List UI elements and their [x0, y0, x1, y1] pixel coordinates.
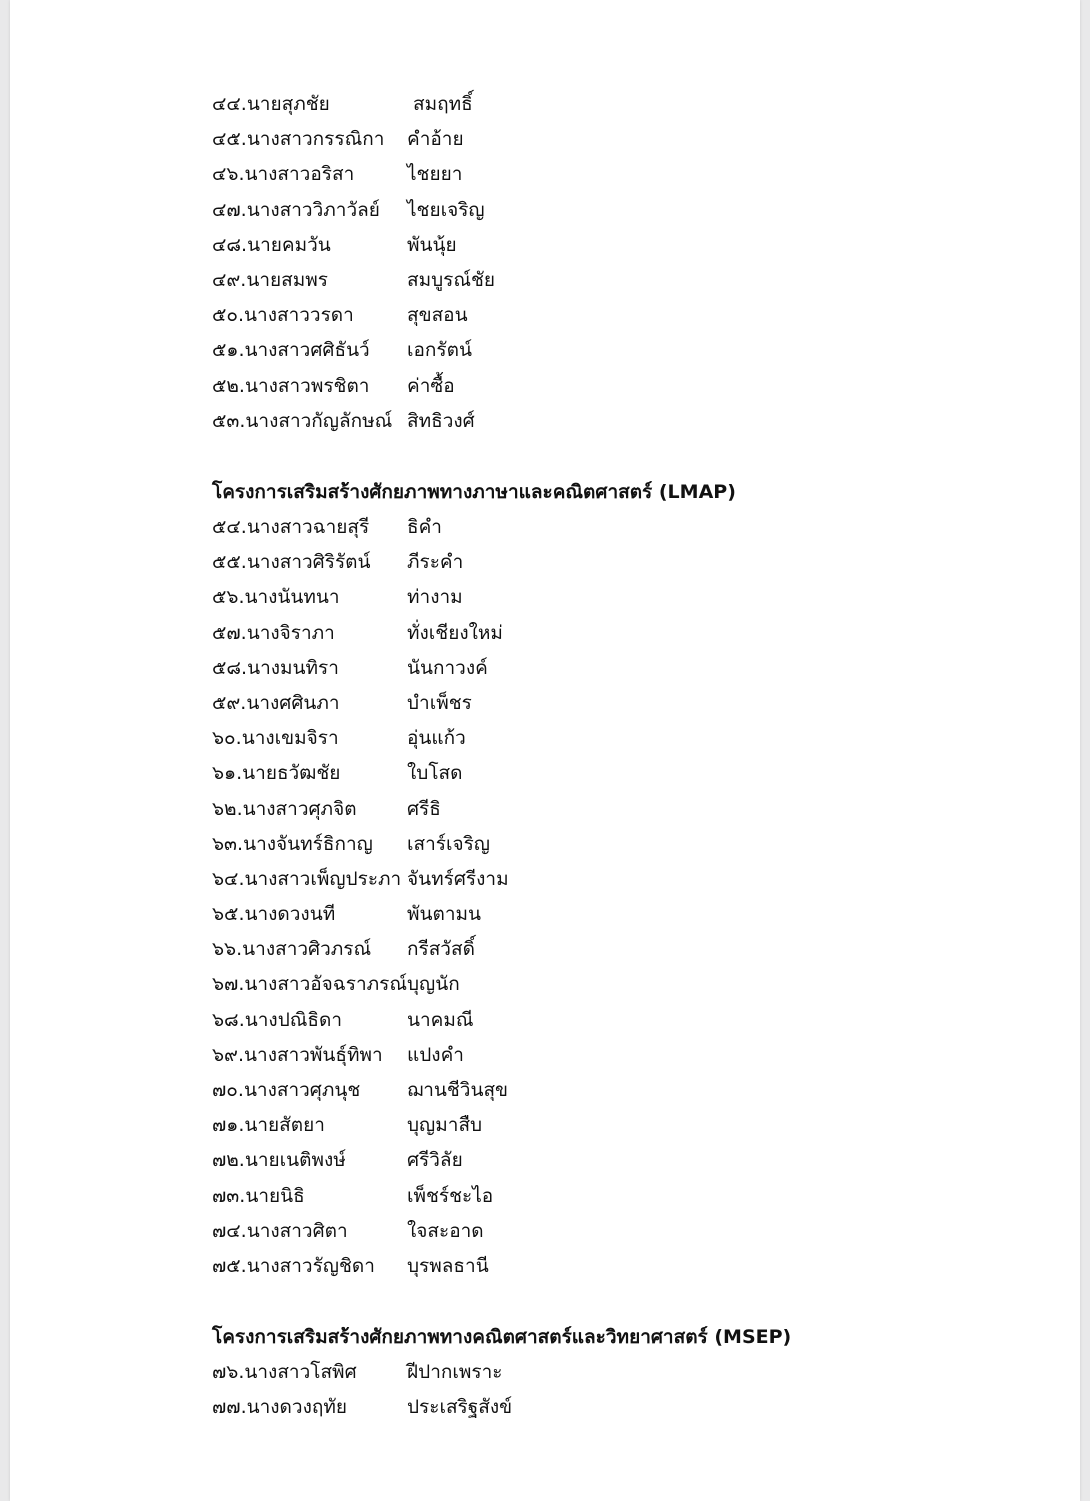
- first-name: นายสัตยา: [244, 1114, 325, 1137]
- list-item: [212, 1390, 912, 1425]
- first-name: นางนันทนา: [244, 586, 340, 609]
- last-name: ฌานชีวินสุข: [407, 1079, 509, 1101]
- item-number: ๕๑.: [212, 339, 245, 362]
- last-name: ภีระคำ: [407, 551, 464, 574]
- list-item: [212, 792, 912, 827]
- name-list-continued: [212, 87, 912, 439]
- section-heading: โครงการเสริมสร้างศักยภาพทางคณิตศาสตร์และวิทยาศาสตร์ (MSEP): [212, 1326, 792, 1348]
- list-item: [212, 122, 912, 157]
- list-item: [212, 827, 912, 862]
- msep-section: [212, 1320, 912, 1425]
- first-name: นางสาวศุภจิต: [242, 797, 357, 820]
- item-number: ๗๖.: [212, 1361, 245, 1383]
- first-name: นางสาวอัจฉราภรณ์: [244, 973, 407, 996]
- list-item: [212, 1003, 912, 1038]
- item-number: ๕๒.: [212, 374, 245, 397]
- last-name: บุญมาสืบ: [407, 1114, 483, 1137]
- last-name: ประเสริฐสังข์: [407, 1396, 513, 1419]
- item-number: ๖๙.: [212, 1043, 245, 1066]
- list-item: [212, 87, 912, 122]
- list-item: [212, 1108, 912, 1143]
- last-name: ศรีธิ: [407, 797, 441, 820]
- first-name: นายคมวัน: [247, 233, 331, 256]
- first-name: นางสาวกัญลักษณ์: [245, 409, 393, 432]
- last-name: สุขสอน: [407, 304, 468, 327]
- item-number: ๗๑.: [212, 1114, 245, 1137]
- list-item: [212, 862, 912, 897]
- last-name: ท่างาม: [407, 586, 463, 609]
- list-item: [212, 263, 912, 298]
- item-number: ๖๑.: [212, 762, 243, 785]
- item-number: ๕๓.: [212, 409, 246, 432]
- item-number: ๔๙.: [212, 268, 247, 291]
- first-name: นางดวงฤทัย: [246, 1396, 348, 1419]
- first-name: นางสาวศิริรัตน์: [246, 551, 371, 574]
- item-number: ๖๖.: [212, 938, 243, 961]
- list-item: [212, 193, 912, 228]
- last-name: ไชยยา: [407, 163, 463, 186]
- item-number: ๖๗.: [212, 973, 245, 996]
- item-number: ๕๔.: [212, 516, 247, 538]
- first-name: นายสุภชัย: [246, 93, 330, 115]
- last-name: นันกาวงค์: [407, 656, 488, 679]
- item-number: ๗๓.: [212, 1184, 246, 1207]
- first-name: นายนิธิ: [245, 1184, 305, 1207]
- list-item: [212, 404, 912, 439]
- item-number: ๗๕.: [212, 1254, 247, 1277]
- list-item: [212, 228, 912, 263]
- list-item: [212, 157, 912, 192]
- list-item: [212, 333, 912, 368]
- list-item: [212, 1038, 912, 1073]
- last-name: เอกรัตน์: [407, 339, 472, 362]
- last-name: สมฤทธิ์: [413, 93, 473, 115]
- list-item: [212, 1249, 912, 1284]
- last-name: บำเพ็ชร: [407, 691, 472, 714]
- first-name: นางสาวเพ็ญประภา: [244, 867, 402, 890]
- last-name: เพ็ชร์ชะไอ: [407, 1184, 494, 1207]
- list-item: [212, 580, 912, 615]
- first-name: นางเขมจิรา: [241, 727, 339, 750]
- item-number: ๕๕.: [212, 551, 247, 574]
- last-name: ใจสะอาด: [407, 1219, 484, 1242]
- first-name: นางสาววิภาวัลย์: [246, 198, 380, 221]
- last-name: เสาร์เจริญ: [407, 832, 490, 855]
- list-item: [212, 1179, 912, 1214]
- item-number: ๗๗.: [212, 1396, 247, 1419]
- list-item: [212, 651, 912, 686]
- last-name: พันตามน: [407, 903, 482, 926]
- list-item: [212, 369, 912, 404]
- item-number: ๖๕.: [212, 903, 245, 926]
- first-name: นายธวัฒชัย: [242, 762, 341, 785]
- last-name: อุ่นแก้ว: [407, 727, 466, 750]
- first-name: นางดวงนที: [244, 903, 336, 926]
- last-name: ใบโสด: [407, 762, 463, 785]
- last-name: ทั่งเชียงใหม่: [407, 621, 503, 644]
- item-number: ๖๓.: [212, 832, 244, 855]
- first-name: นางสาวอริสา: [244, 163, 355, 186]
- list-item: [212, 1073, 912, 1108]
- item-number: ๕๙.: [212, 691, 247, 714]
- last-name: นาคมณี: [407, 1008, 474, 1031]
- last-name: ค่าซื้อ: [407, 374, 455, 397]
- first-name: นายสมพร: [246, 268, 328, 291]
- last-name: ฝีปากเพราะ: [407, 1361, 503, 1383]
- first-name: นางสาวศศิธันว์: [244, 339, 370, 362]
- item-number: ๕๘.: [212, 656, 248, 679]
- list-item: [212, 897, 912, 932]
- first-name: นางสาวพรชิตา: [244, 374, 370, 397]
- first-name: นางสาวศุภนุช: [243, 1079, 361, 1101]
- item-number: ๗๐.: [212, 1079, 244, 1101]
- last-name: แปงคำ: [407, 1043, 464, 1066]
- item-number: ๔๗.: [212, 198, 247, 221]
- first-name: นางมนทิรา: [247, 656, 339, 679]
- last-name: คำอ้าย: [407, 128, 464, 151]
- list-item: [212, 1355, 912, 1390]
- first-name: นางสาวพันธุ์ทิพา: [244, 1043, 383, 1066]
- last-name: พันนุ้ย: [407, 233, 457, 256]
- item-number: ๖๒.: [212, 797, 243, 820]
- item-number: ๕๖.: [212, 586, 245, 609]
- lmap-section: [212, 475, 912, 1284]
- item-number: ๔๘.: [212, 233, 248, 256]
- first-name: นางปณิธิดา: [244, 1008, 342, 1031]
- list-item: [212, 298, 912, 333]
- list-item: [212, 967, 912, 1002]
- item-number: ๔๕.: [212, 128, 247, 151]
- item-number: ๗๒.: [212, 1149, 245, 1172]
- first-name: นางจันทร์ธิกาญ: [243, 832, 373, 855]
- first-name: นางสาวฉายสุรี: [246, 516, 370, 538]
- first-name: นางจิราภา: [246, 621, 335, 644]
- first-name: นางสาววรดา: [244, 304, 354, 327]
- last-name: สิทธิวงศ์: [407, 409, 475, 432]
- last-name: บุญนัก: [407, 973, 460, 996]
- list-item: [212, 1143, 912, 1178]
- item-number: ๕๗.: [212, 621, 247, 644]
- list-item: [212, 510, 912, 545]
- item-number: ๖๘.: [212, 1008, 245, 1031]
- list-item: [212, 616, 912, 651]
- list-item: [212, 545, 912, 580]
- last-name: จันทร์ศรีงาม: [407, 867, 509, 890]
- item-number: ๕๐.: [212, 304, 245, 327]
- list-item: [212, 1214, 912, 1249]
- last-name: บุรพลธานี: [407, 1254, 489, 1277]
- item-number: ๔๖.: [212, 163, 245, 186]
- last-name: สมบูรณ์ชัย: [407, 268, 496, 291]
- first-name: นางสาวศิวภรณ์: [242, 938, 372, 961]
- section-heading: โครงการเสริมสร้างศักยภาพทางภาษาและคณิตศาสตร์ (LMAP): [212, 481, 736, 503]
- first-name: นางสาวศิตา: [246, 1219, 348, 1242]
- list-item: [212, 756, 912, 791]
- list-item: [212, 721, 912, 756]
- list-item: [212, 686, 912, 721]
- first-name: นายเนติพงษ์: [244, 1149, 346, 1172]
- first-name: นางสาวรัญชิดา: [246, 1254, 375, 1277]
- first-name: นางสาวโสพิศ: [244, 1361, 357, 1383]
- first-name: นางสาวกรรณิกา: [246, 128, 385, 151]
- item-number: ๖๔.: [212, 867, 245, 890]
- item-number: ๔๔.: [212, 93, 247, 115]
- last-name: ธิคำ: [407, 516, 442, 538]
- list-item: [212, 932, 912, 967]
- last-name: ไชยเจริญ: [407, 198, 485, 221]
- item-number: ๗๔.: [212, 1219, 247, 1242]
- last-name: กรีสวัสดิ์: [407, 938, 475, 961]
- document-page: [10, 0, 1080, 1501]
- first-name: นางศศินภา: [246, 691, 340, 714]
- last-name: ศรีวิลัย: [407, 1149, 463, 1172]
- item-number: ๖๐.: [212, 727, 242, 750]
